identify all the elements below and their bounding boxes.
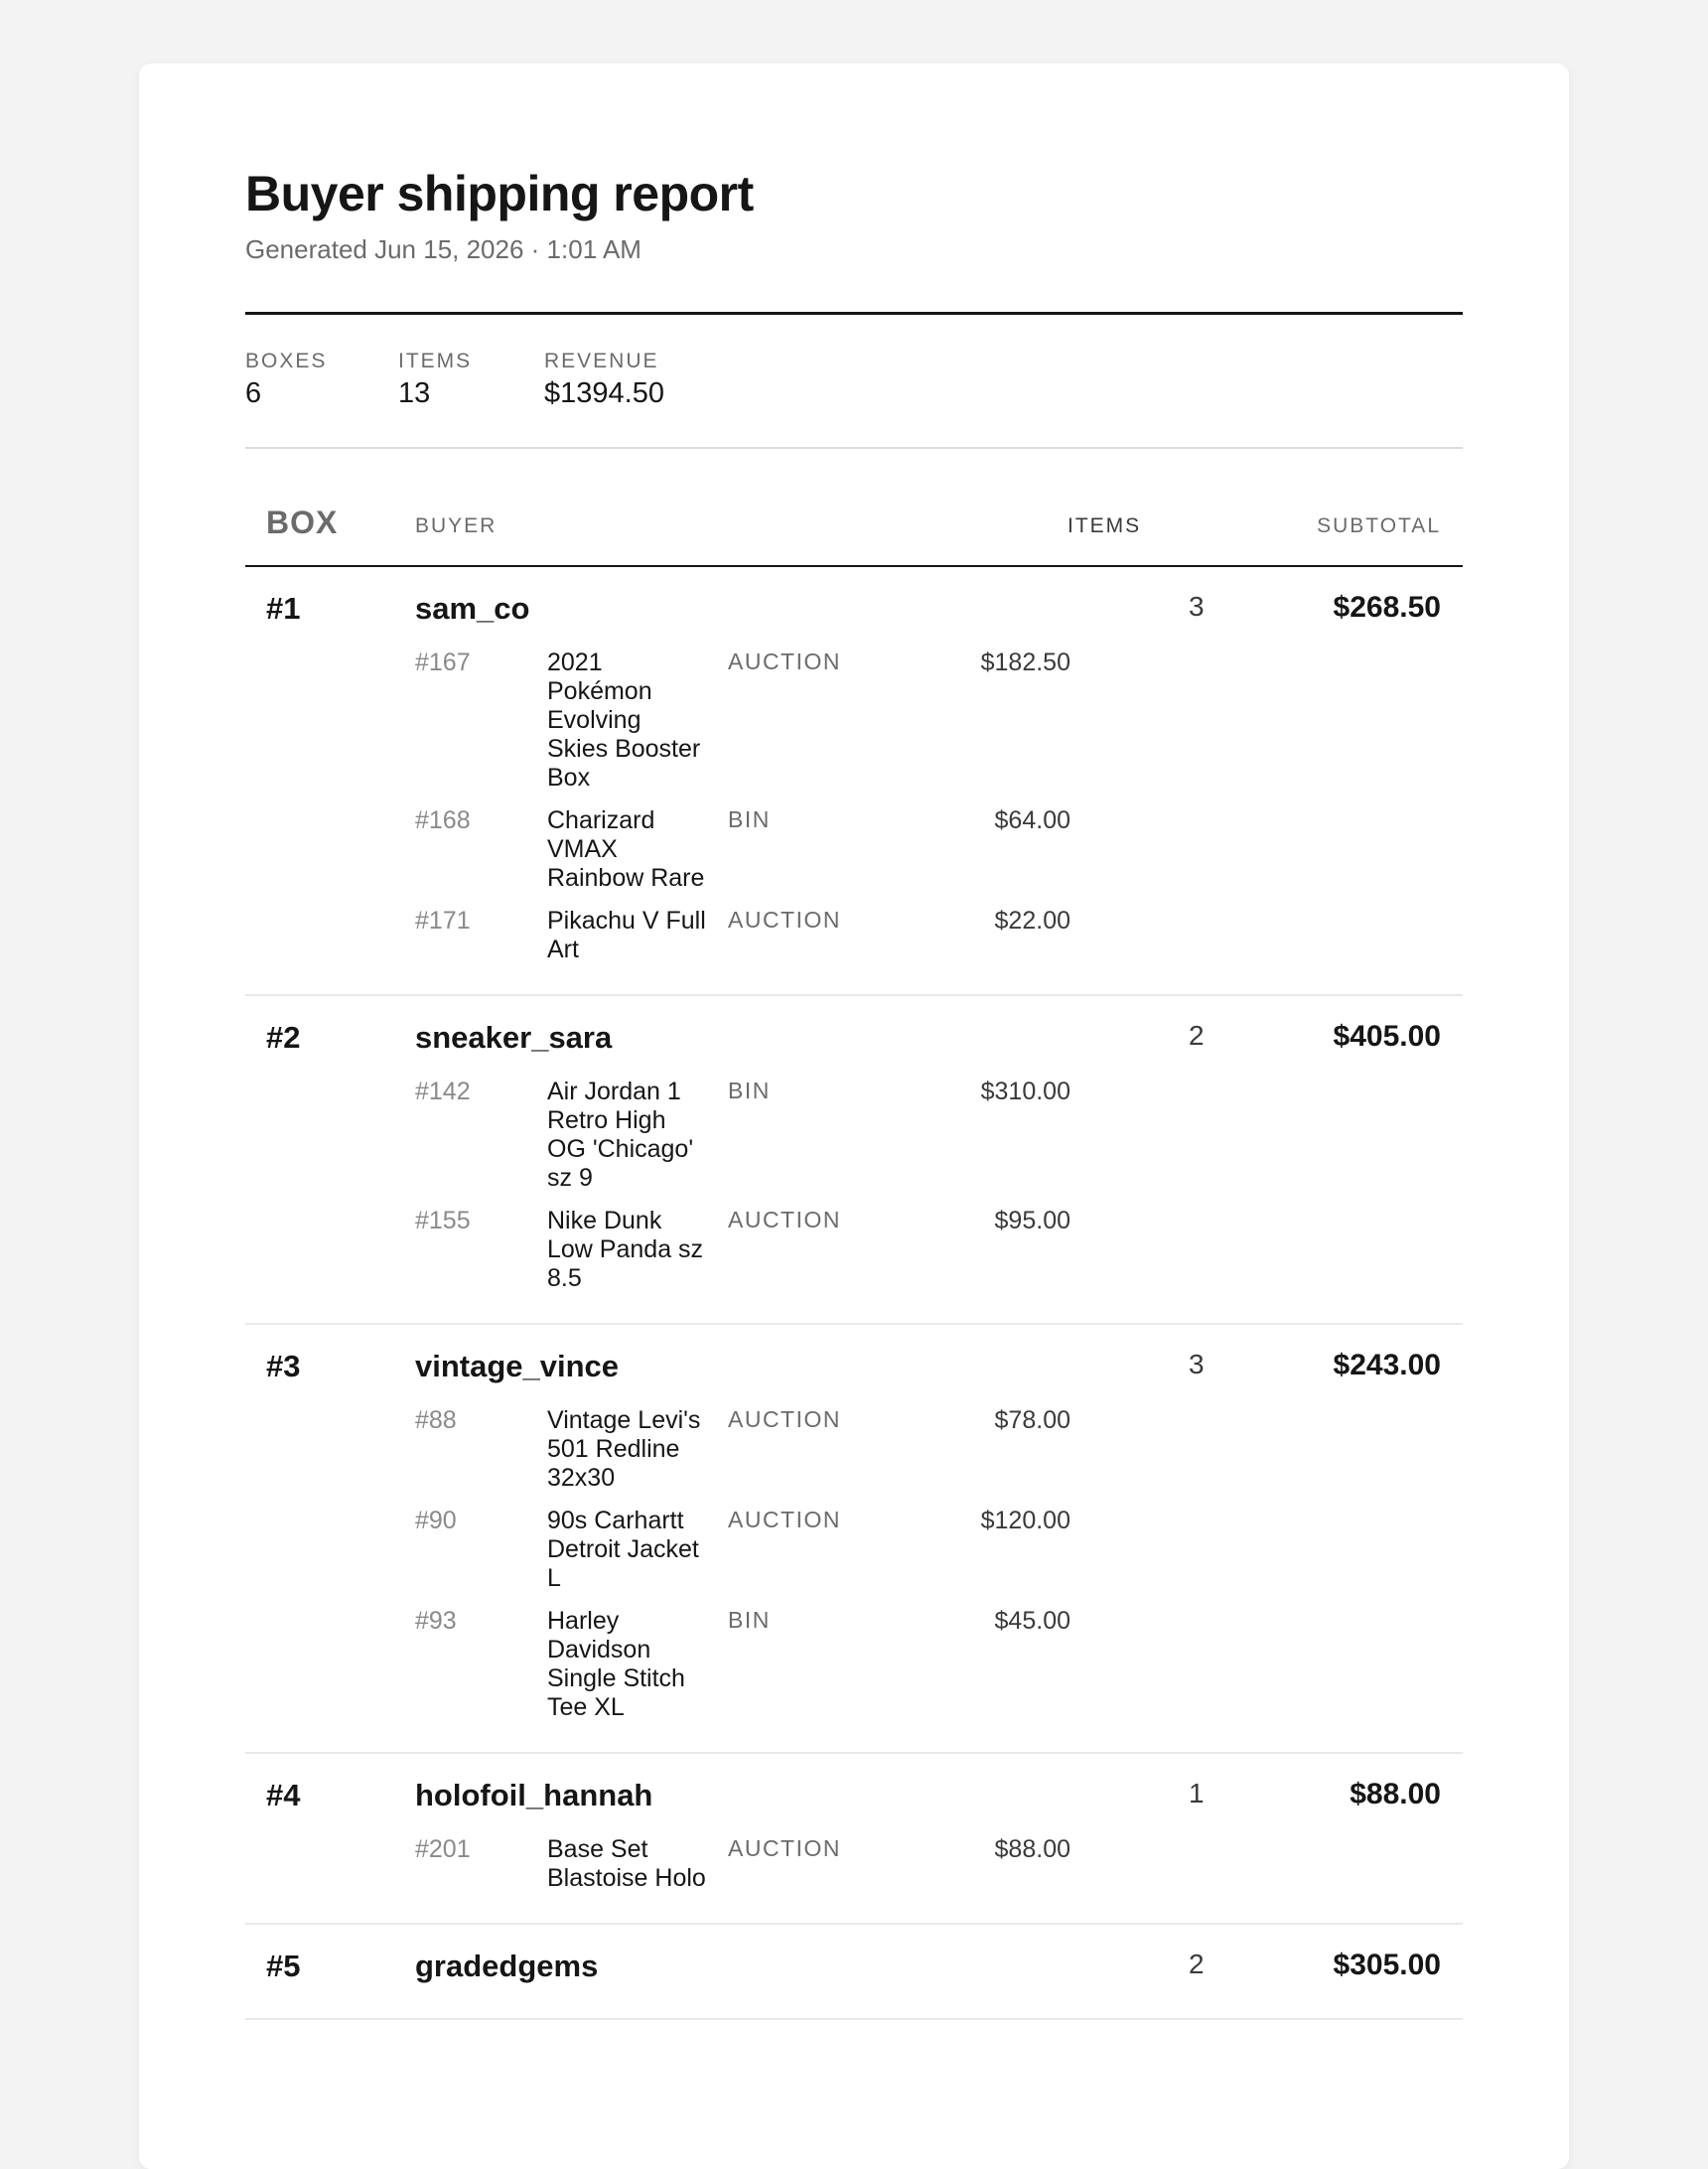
item-description: 2021 Pokémon Evolving Skies Booster Box bbox=[547, 649, 701, 792]
item-description: Base Set Blastoise Holo bbox=[547, 1835, 706, 1892]
generated-timestamp: Generated Jun 15, 2026 · 1:01 AM bbox=[245, 234, 641, 264]
box-number: #2 bbox=[266, 1020, 301, 1055]
header-divider bbox=[245, 312, 1463, 315]
box-subtotal: $268.50 bbox=[1333, 591, 1441, 624]
sale-type: AUCTION bbox=[728, 1207, 841, 1232]
line-item bbox=[245, 649, 1463, 793]
box-subtotal: $405.00 bbox=[1333, 1020, 1441, 1053]
summary-items bbox=[398, 350, 472, 410]
box-number: #1 bbox=[266, 591, 301, 626]
box-number: #5 bbox=[266, 1949, 301, 1983]
column-header-buyer: BUYER bbox=[415, 514, 498, 537]
lot-number: #142 bbox=[415, 1078, 471, 1105]
item-description: Pikachu V Full Art bbox=[547, 907, 706, 963]
item-description: Nike Dunk Low Panda sz 8.5 bbox=[547, 1207, 704, 1292]
box-group bbox=[245, 1925, 1463, 2020]
sale-type: AUCTION bbox=[728, 907, 841, 933]
box-subtotal: $243.00 bbox=[1333, 1349, 1441, 1381]
box-item-count: 2 bbox=[1189, 1949, 1205, 1979]
box-list bbox=[245, 567, 1463, 2020]
box-group bbox=[245, 996, 1463, 1325]
summary-revenue-label: REVENUE bbox=[544, 350, 659, 372]
box-header-row bbox=[245, 1020, 1463, 1060]
lot-number: #155 bbox=[415, 1207, 471, 1234]
item-description: Vintage Levi's 501 Redline 32x30 bbox=[547, 1406, 701, 1492]
box-header-row bbox=[245, 1949, 1463, 1988]
lot-number: #167 bbox=[415, 649, 471, 676]
lot-number: #88 bbox=[415, 1406, 457, 1434]
line-item bbox=[245, 1607, 1463, 1722]
item-description: Charizard VMAX Rainbow Rare bbox=[547, 806, 705, 892]
item-price: $78.00 bbox=[994, 1406, 1070, 1434]
line-item-list bbox=[245, 1835, 1463, 1893]
box-header-row bbox=[245, 1778, 1463, 1817]
line-item bbox=[245, 1507, 1463, 1593]
item-price: $182.50 bbox=[980, 649, 1070, 676]
summary-boxes-value: 6 bbox=[245, 377, 262, 409]
sale-type: AUCTION bbox=[728, 1507, 841, 1532]
box-number: #4 bbox=[266, 1778, 301, 1812]
line-item-list bbox=[245, 1078, 1463, 1293]
box-item-count: 2 bbox=[1189, 1020, 1205, 1051]
page-title: Buyer shipping report bbox=[245, 166, 754, 221]
line-item bbox=[245, 806, 1463, 893]
line-item-list bbox=[245, 649, 1463, 964]
sale-type: BIN bbox=[728, 1078, 771, 1103]
sale-type: BIN bbox=[728, 1607, 771, 1633]
item-price: $45.00 bbox=[994, 1607, 1070, 1635]
box-item-count: 3 bbox=[1189, 591, 1205, 622]
sale-type: AUCTION bbox=[728, 1835, 841, 1861]
summary-revenue bbox=[544, 350, 664, 410]
line-item bbox=[245, 907, 1463, 964]
box-subtotal: $88.00 bbox=[1350, 1778, 1441, 1810]
box-subtotal: $305.00 bbox=[1333, 1949, 1441, 1981]
buyer-name: sam_co bbox=[415, 591, 530, 626]
lot-number: #201 bbox=[415, 1835, 471, 1863]
buyer-name: vintage_vince bbox=[415, 1349, 620, 1383]
box-item-count: 1 bbox=[1189, 1778, 1205, 1808]
summary-items-value: 13 bbox=[398, 377, 431, 409]
line-item bbox=[245, 1078, 1463, 1193]
lot-number: #93 bbox=[415, 1607, 457, 1635]
lot-number: #90 bbox=[415, 1507, 457, 1534]
item-price: $310.00 bbox=[980, 1078, 1070, 1105]
box-header-row bbox=[245, 1349, 1463, 1388]
summary-items-label: ITEMS bbox=[398, 350, 473, 372]
sale-type: BIN bbox=[728, 806, 771, 832]
sale-type: AUCTION bbox=[728, 649, 841, 674]
item-price: $88.00 bbox=[994, 1835, 1070, 1863]
buyer-name: gradedgems bbox=[415, 1949, 599, 1983]
item-description: 90s Carhartt Detroit Jacket L bbox=[547, 1507, 699, 1592]
box-number: #3 bbox=[266, 1349, 301, 1383]
summary-boxes bbox=[245, 350, 327, 410]
line-item bbox=[245, 1207, 1463, 1293]
item-price: $22.00 bbox=[994, 907, 1070, 935]
summary-boxes-label: BOXES bbox=[245, 350, 328, 372]
summary-revenue-value: $1394.50 bbox=[544, 377, 664, 409]
summary-divider bbox=[245, 447, 1463, 449]
column-header-items: ITEMS bbox=[1068, 514, 1142, 537]
line-item-list bbox=[245, 1406, 1463, 1722]
buyer-name: holofoil_hannah bbox=[415, 1778, 653, 1812]
lot-number: #168 bbox=[415, 806, 471, 834]
box-item-count: 3 bbox=[1189, 1349, 1205, 1379]
box-group bbox=[245, 1325, 1463, 1754]
item-description: Harley Davidson Single Stitch Tee XL bbox=[547, 1607, 685, 1721]
line-item bbox=[245, 1835, 1463, 1893]
buyer-name: sneaker_sara bbox=[415, 1020, 613, 1055]
report-card bbox=[139, 64, 1569, 2169]
lot-number: #171 bbox=[415, 907, 471, 935]
box-header-row bbox=[245, 591, 1463, 631]
item-description: Air Jordan 1 Retro High OG 'Chicago' sz 9 bbox=[547, 1078, 694, 1192]
column-header-box: BOX bbox=[266, 505, 339, 540]
item-price: $95.00 bbox=[994, 1207, 1070, 1234]
line-item bbox=[245, 1406, 1463, 1493]
box-group bbox=[245, 1754, 1463, 1925]
item-price: $120.00 bbox=[980, 1507, 1070, 1534]
sale-type: AUCTION bbox=[728, 1406, 841, 1432]
box-group bbox=[245, 567, 1463, 996]
item-price: $64.00 bbox=[994, 806, 1070, 834]
column-header-subtotal: SUBTOTAL bbox=[1317, 514, 1441, 537]
